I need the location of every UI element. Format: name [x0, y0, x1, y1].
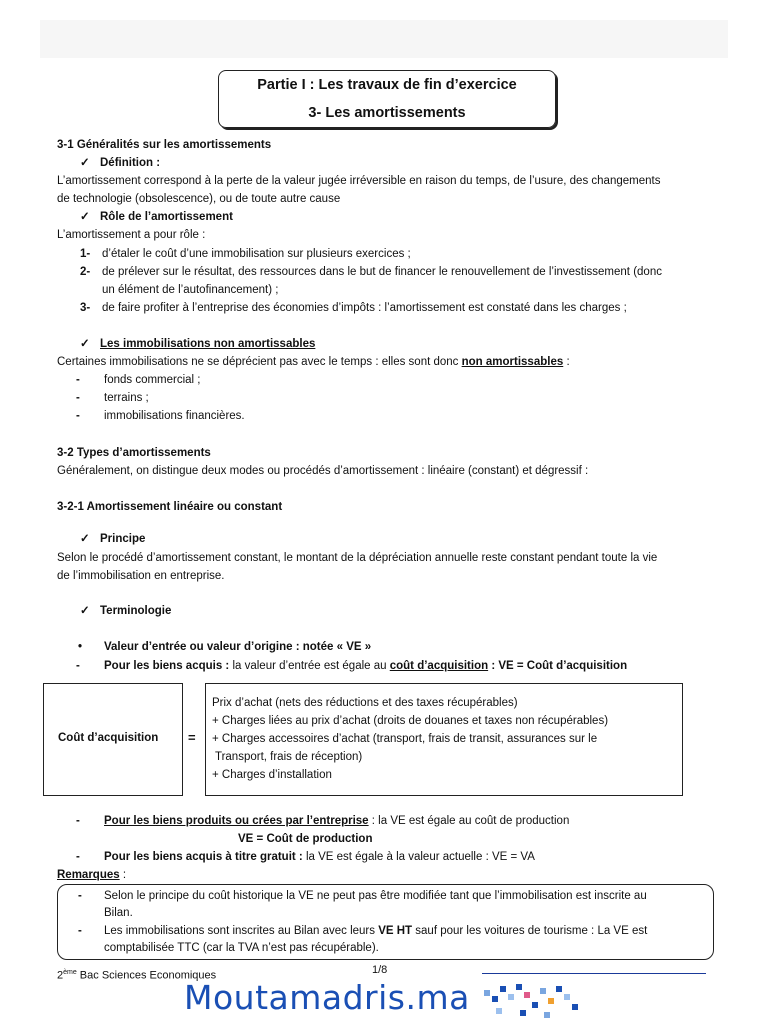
remarques-heading: Remarques : [57, 869, 127, 881]
check-icon: ✓ [80, 533, 90, 545]
section-3-2-text: Généralement, on distingue deux modes ou procédés d’amortissement : linéaire (constant) et dégressif : [57, 465, 589, 477]
page-number: 1/8 [372, 964, 388, 976]
header-band [40, 20, 728, 58]
role-item: 2- de prélever sur le résultat, des ressources dans le but de financer le renouvellement de l’investissement (donc [80, 266, 662, 278]
list-item: - terrains ; [76, 392, 149, 404]
principe-text-1: Selon le procédé d’amortissement constant, le montant de la dépréciation annuelle reste constant pendant toute la vie [57, 552, 658, 564]
principe-text-2: de l’immobilisation en entreprise. [57, 570, 225, 582]
title-box [218, 70, 556, 128]
definition-heading: ✓ Définition : [80, 157, 161, 169]
brand-logo[interactable]: Moutamadris.ma [184, 978, 470, 1017]
produits-formula: VE = Coût de production [238, 833, 373, 845]
footer-divider [482, 973, 706, 974]
formula-lines: Prix d’achat (nets des réductions et des taxes récupérables) + Charges liées au prix d’achat (droits de douanes et taxes non récupérables) + Charges accessoires d’achat (transport, frais de transit, assurances sur le Transport, frais de réception) + Charges d’installation [212, 697, 609, 781]
check-icon: ✓ [80, 157, 90, 169]
bullet-icon: • [78, 641, 83, 653]
title-line-1: Partie I : Les travaux de fin d’exercice [257, 77, 517, 93]
footer-level: 2ème Bac Sciences Economiques [57, 969, 217, 982]
formula-right-box [205, 683, 683, 796]
non-amortissables-heading: ✓ Les immobilisations non amortissables [80, 338, 316, 350]
role-intro: L’amortissement a pour rôle : [57, 229, 206, 241]
ve-bullet: • Valeur d’entrée ou valeur d’origine : notée « VE » [78, 641, 372, 653]
section-3-2-heading: 3-2 Types d’amortissements [57, 447, 211, 459]
formula-left-label: Coût d’acquisition [58, 732, 159, 744]
list-item: - fonds commercial ; [76, 374, 201, 386]
role-item: 3- de faire profiter à l’entreprise des économies d’impôts : l’amortissement est constaté dans les charges ; [80, 302, 627, 314]
acquis-line: - Pour les biens acquis : la valeur d’entrée est égale au coût d’acquisition : VE = Coût d’acquisition [76, 660, 628, 672]
check-icon: ✓ [80, 211, 90, 223]
non-amortissables-text: Certaines immobilisations ne se déprécient pas avec le temps : elles sont donc non amortissables : [57, 356, 570, 368]
section-3-2-1-heading: 3-2-1 Amortissement linéaire ou constant [57, 501, 283, 513]
principe-heading: ✓ Principe [80, 533, 146, 545]
terminologie-heading: ✓ Terminologie [80, 605, 172, 617]
remarks-box [57, 884, 714, 960]
produits-line: - Pour les biens produits ou crées par l’entreprise : la VE est égale au coût de production [76, 815, 570, 827]
section-3-1-heading: 3-1 Généralités sur les amortissements [57, 139, 272, 151]
formula-left-box [43, 683, 183, 796]
check-icon: ✓ [80, 338, 90, 350]
remark-item: - Selon le principe du coût historique la VE ne peut pas être modifiée tant que l’immobilisation est inscrite au Bilan. [78, 890, 647, 919]
role-heading: ✓ Rôle de l’amortissement [80, 211, 233, 223]
brand-pixels-icon [482, 982, 592, 1022]
definition-text-1: L’amortissement correspond à la perte de la valeur jugée irréversible en raison du temps, de l’usure, des changements [57, 175, 661, 187]
role-item-continued: un élément de l’autofinancement) ; [102, 284, 279, 296]
remark-item: - Les immobilisations sont inscrites au Bilan avec leurs VE HT sauf pour les voitures de tourisme : La VE est comptabilisée TTC (car la TVA n’est pas récupérable). [78, 925, 648, 954]
check-icon: ✓ [80, 605, 90, 617]
title-line-2: 3- Les amortissements [308, 105, 466, 121]
role-item: 1- d’étaler le coût d’une immobilisation sur plusieurs exercices ; [80, 248, 411, 260]
definition-text-2: de technologie (obsolescence), ou de toute autre cause [57, 193, 341, 205]
list-item: - immobilisations financières. [76, 410, 245, 422]
gratuit-line: - Pour les biens acquis à titre gratuit : la VE est égale à la valeur actuelle : VE = VA [76, 851, 535, 863]
equals-sign: = [188, 730, 196, 745]
